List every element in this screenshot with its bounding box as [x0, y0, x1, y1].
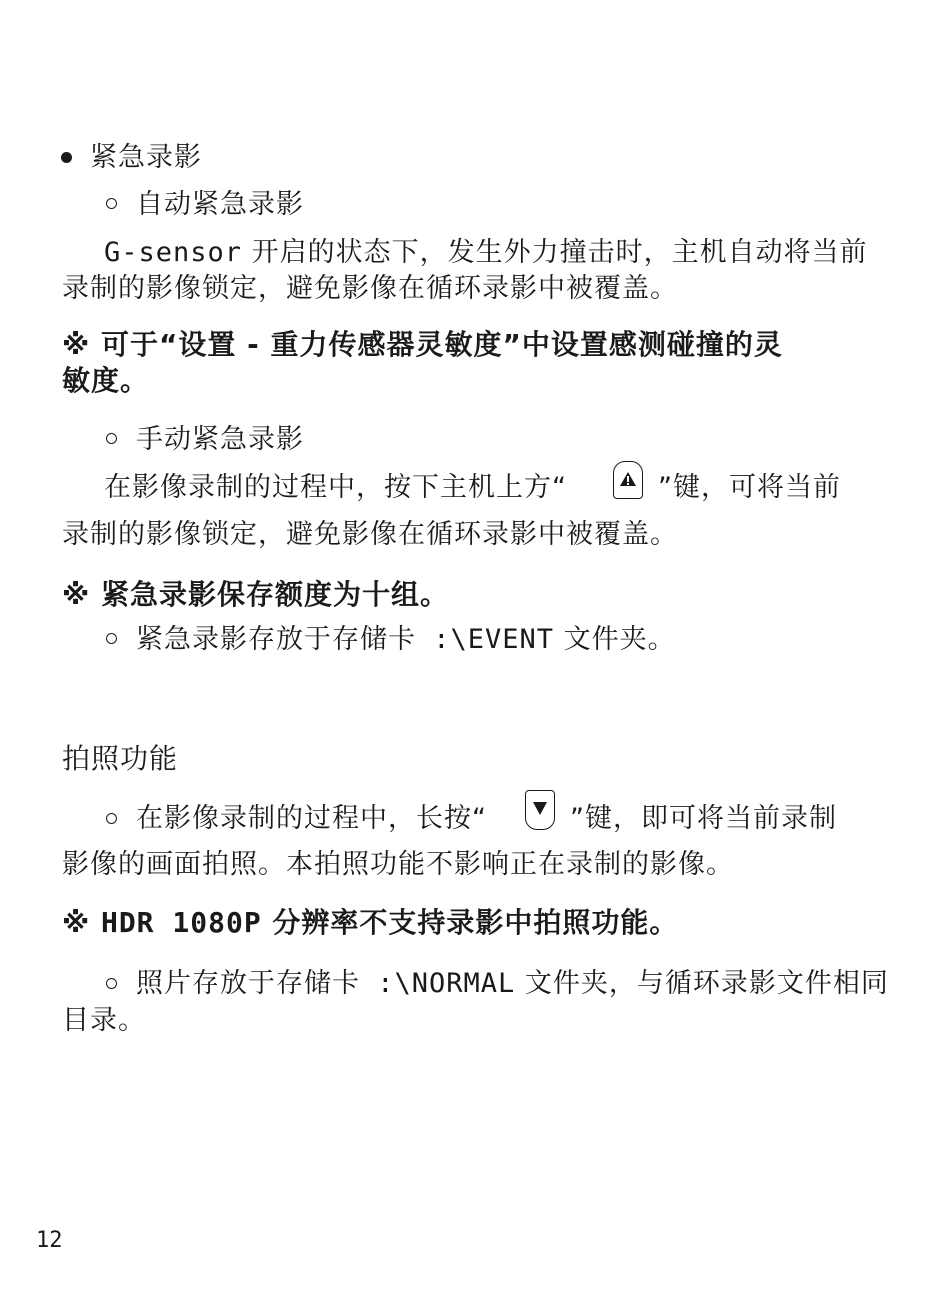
sub-bullet-circle: [106, 198, 117, 209]
note-hdr-prefix: ※: [62, 906, 101, 939]
photo-storage-line-1: [136, 966, 889, 1002]
section-heading-photo: 拍照功能: [62, 742, 179, 775]
note-emergency-limit: ※ 紧急录影保存额度为十组。: [62, 578, 449, 611]
auto-emergency-title: 自动紧急录影: [136, 189, 304, 220]
auto-emergency-line-1: [104, 235, 868, 271]
section-heading-emergency: 紧急录影: [90, 142, 202, 173]
note-hdr-rest: 分辨率不支持录影中拍照功能。: [261, 906, 679, 939]
page-number: 12: [36, 1228, 63, 1253]
photo-storage-before: 照片存放于存储卡: [136, 968, 360, 999]
sub-bullet-circle: [106, 433, 117, 444]
lock-warning-icon-glyph: [614, 462, 642, 498]
down-arrow-icon: [525, 790, 555, 830]
manual-emergency-line-2: 录制的影像锁定，避免影像在循环录影中被覆盖。: [62, 519, 678, 550]
note-sensitivity-line-2: 敏度。: [62, 364, 150, 397]
manual-emergency-line-1-after: ”键，可将当前: [658, 472, 841, 503]
sub-bullet-circle: [106, 978, 117, 989]
lock-warning-icon: [613, 461, 643, 499]
emergency-storage-line: [136, 622, 676, 658]
manual-emergency-title: 手动紧急录影: [136, 424, 304, 455]
note-hdr-code: HDR 1080P: [100, 906, 262, 939]
photo-storage-line-2: 目录。: [62, 1005, 146, 1036]
auto-emergency-line-2: 录制的影像锁定，避免影像在循环录影中被覆盖。: [62, 273, 678, 304]
down-arrow-icon-glyph: [526, 791, 554, 829]
note-sensitivity-line-1: ※ 可于“设置 - 重力传感器灵敏度”中设置感测碰撞的灵: [62, 328, 783, 361]
emergency-storage-after: 文件夹。: [554, 624, 676, 655]
emergency-storage-before: 紧急录影存放于存储卡: [136, 624, 416, 655]
g-sensor-term: G-sensor: [104, 237, 243, 268]
photo-line-2: 影像的画面拍照。本拍照功能不影响正在录制的影像。: [62, 849, 734, 880]
auto-emergency-line-1-rest: 开启的状态下，发生外力撞击时，主机自动将当前: [242, 237, 868, 268]
photo-storage-path: :\NORMAL: [360, 968, 516, 999]
bullet-dot: [61, 152, 72, 163]
photo-line-1-before: 在影像录制的过程中，长按“: [136, 803, 487, 834]
sub-bullet-circle: [106, 633, 117, 644]
emergency-storage-path: :\EVENT: [416, 624, 555, 655]
photo-line-1-after: ”键，即可将当前录制: [570, 803, 837, 834]
sub-bullet-circle: [106, 813, 117, 824]
manual-emergency-line-1-before: 在影像录制的过程中，按下主机上方“: [104, 472, 567, 503]
photo-storage-after: 文件夹，与循环录影文件相同: [515, 968, 889, 999]
note-hdr-photo: [62, 905, 678, 941]
